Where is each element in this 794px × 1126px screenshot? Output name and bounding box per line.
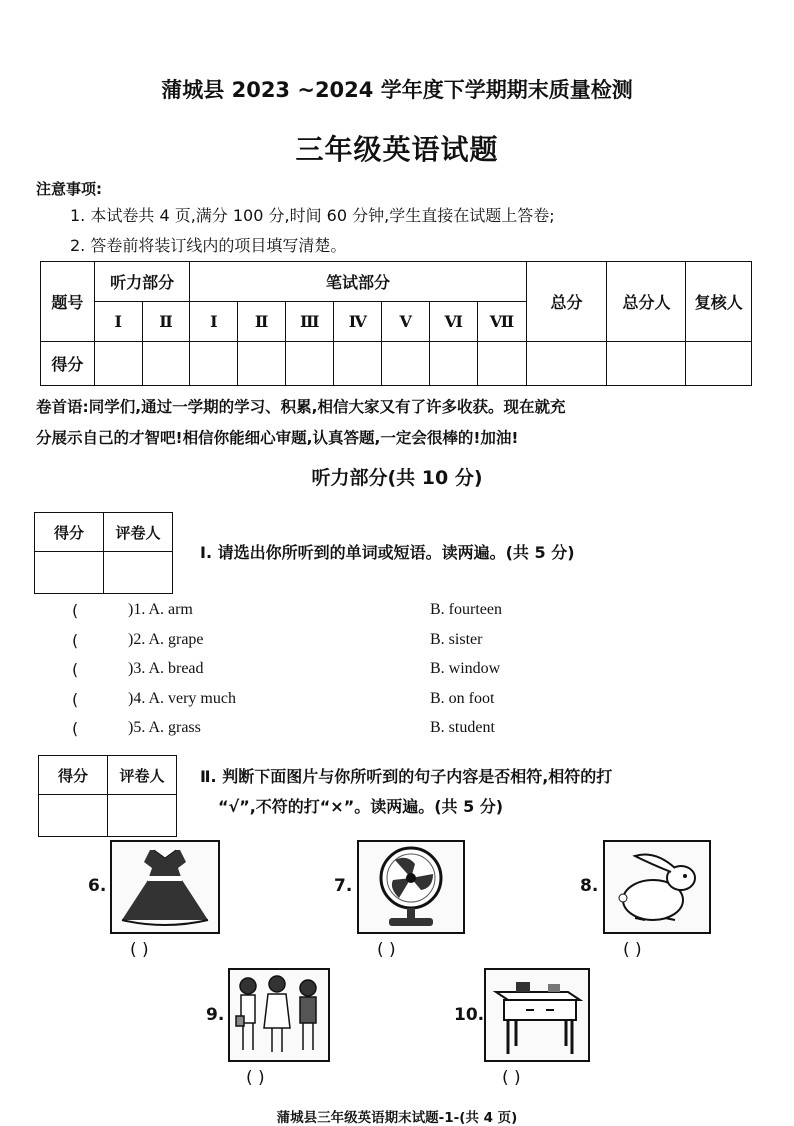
score-table <box>40 261 752 386</box>
part1-title: Ⅰ. 请选出你所听到的单词或短语。读两遍。(共 5 分) <box>200 543 575 562</box>
grader-name-label: 评卷人 <box>108 756 177 795</box>
part2-title-line2: “√”,不符的打“×”。读两遍。(共 5 分) <box>218 797 504 816</box>
col-numeral: Ⅴ <box>382 302 430 342</box>
answer-paren[interactable]: ( <box>72 601 79 620</box>
intro-text-2: 分展示自己的才智吧!相信你能细心审题,认真答题,一定会很棒的!加油! <box>36 429 519 447</box>
pic-number-6: 6. <box>88 876 107 896</box>
score-cell[interactable] <box>382 342 430 386</box>
answer-blank-6[interactable]: ( ) <box>130 940 149 960</box>
option-b: B. sister <box>430 631 483 648</box>
section-title: 听力部分(共 10 分) <box>311 467 483 489</box>
grader-score-cell[interactable] <box>39 795 108 837</box>
intro-line-2 <box>36 423 760 454</box>
col-numeral: Ⅰ <box>190 302 238 342</box>
score-cell[interactable] <box>607 342 686 386</box>
listening-header: 听力部分 <box>94 262 190 302</box>
pic-number-8: 8. <box>580 876 599 896</box>
exam-header-title: 蒲城县 2023 ~2024 学年度下学期期末质量检测 <box>161 78 633 102</box>
answer-blank-7[interactable]: ( ) <box>377 940 396 960</box>
grader-box-2 <box>38 755 177 837</box>
grader-name-label: 评卷人 <box>104 513 173 552</box>
option-a: )4. A. very much <box>128 690 236 707</box>
pic-number-9: 9. <box>206 1005 225 1025</box>
option-a: )2. A. grape <box>128 631 204 648</box>
score-cell[interactable] <box>286 342 334 386</box>
answer-paren[interactable]: ( <box>72 631 79 650</box>
row-label-score: 得分 <box>41 342 95 386</box>
answer-paren[interactable]: ( <box>72 719 79 738</box>
grader-score-label: 得分 <box>35 513 104 552</box>
fan-icon <box>357 840 465 934</box>
option-b: B. fourteen <box>430 601 502 618</box>
score-cell[interactable] <box>238 342 286 386</box>
note-item-1: 1. 本试卷共 4 页,满分 100 分,时间 60 分钟,学生直接在试题上答卷; <box>70 206 555 225</box>
grader-name-cell[interactable] <box>108 795 177 837</box>
part2-title-line1: Ⅱ. 判断下面图片与你所听到的句子内容是否相符,相符的打 <box>200 767 613 786</box>
option-b: B. window <box>430 660 501 677</box>
grader-score-label: 得分 <box>39 756 108 795</box>
grader-name-cell[interactable] <box>104 552 173 594</box>
col-numeral: Ⅰ <box>94 302 142 342</box>
option-a: )5. A. grass <box>128 719 201 736</box>
notes-heading: 注意事项: <box>36 180 102 198</box>
grader-box-1 <box>34 512 173 594</box>
note-item-2: 2. 答卷前将装订线内的项目填写清楚。 <box>70 236 347 255</box>
row-label-question: 题号 <box>41 262 95 342</box>
rabbit-icon <box>603 840 711 934</box>
total-header: 总分 <box>526 262 607 342</box>
score-cell[interactable] <box>478 342 526 386</box>
students-icon <box>228 968 330 1062</box>
desk-icon <box>484 968 590 1062</box>
col-numeral: Ⅱ <box>142 302 190 342</box>
col-numeral: Ⅳ <box>334 302 382 342</box>
grader-score-cell[interactable] <box>35 552 104 594</box>
option-a: )1. A. arm <box>128 601 193 618</box>
pic-number-7: 7. <box>334 876 353 896</box>
written-header: 笔试部分 <box>190 262 526 302</box>
page-footer: 蒲城县三年级英语期末试题-1-(共 4 页) <box>276 1110 518 1126</box>
answer-blank-9[interactable]: ( ) <box>246 1068 265 1088</box>
score-cell[interactable] <box>142 342 190 386</box>
pic-number-10: 10. <box>454 1005 485 1025</box>
col-numeral: Ⅶ <box>478 302 526 342</box>
col-numeral: Ⅵ <box>430 302 478 342</box>
option-b: B. student <box>430 719 495 736</box>
score-cell[interactable] <box>94 342 142 386</box>
reviewer-header: 复核人 <box>686 262 752 342</box>
dress-icon <box>110 840 220 934</box>
answer-blank-8[interactable]: ( ) <box>623 940 642 960</box>
option-a: )3. A. bread <box>128 660 204 677</box>
answer-paren[interactable]: ( <box>72 690 79 709</box>
option-b: B. on foot <box>430 690 495 707</box>
score-cell[interactable] <box>430 342 478 386</box>
intro-text-1: 卷首语:同学们,通过一学期的学习、积累,相信大家又有了许多收获。现在就充 <box>36 398 566 416</box>
col-numeral: Ⅱ <box>238 302 286 342</box>
answer-blank-10[interactable]: ( ) <box>502 1068 521 1088</box>
col-numeral: Ⅲ <box>286 302 334 342</box>
score-cell[interactable] <box>686 342 752 386</box>
answer-paren[interactable]: ( <box>72 660 79 679</box>
intro-line-1 <box>36 392 760 423</box>
score-cell[interactable] <box>190 342 238 386</box>
score-cell[interactable] <box>526 342 607 386</box>
score-cell[interactable] <box>334 342 382 386</box>
total-scorer-header: 总分人 <box>607 262 686 342</box>
exam-subtitle: 三年级英语试题 <box>295 133 499 166</box>
